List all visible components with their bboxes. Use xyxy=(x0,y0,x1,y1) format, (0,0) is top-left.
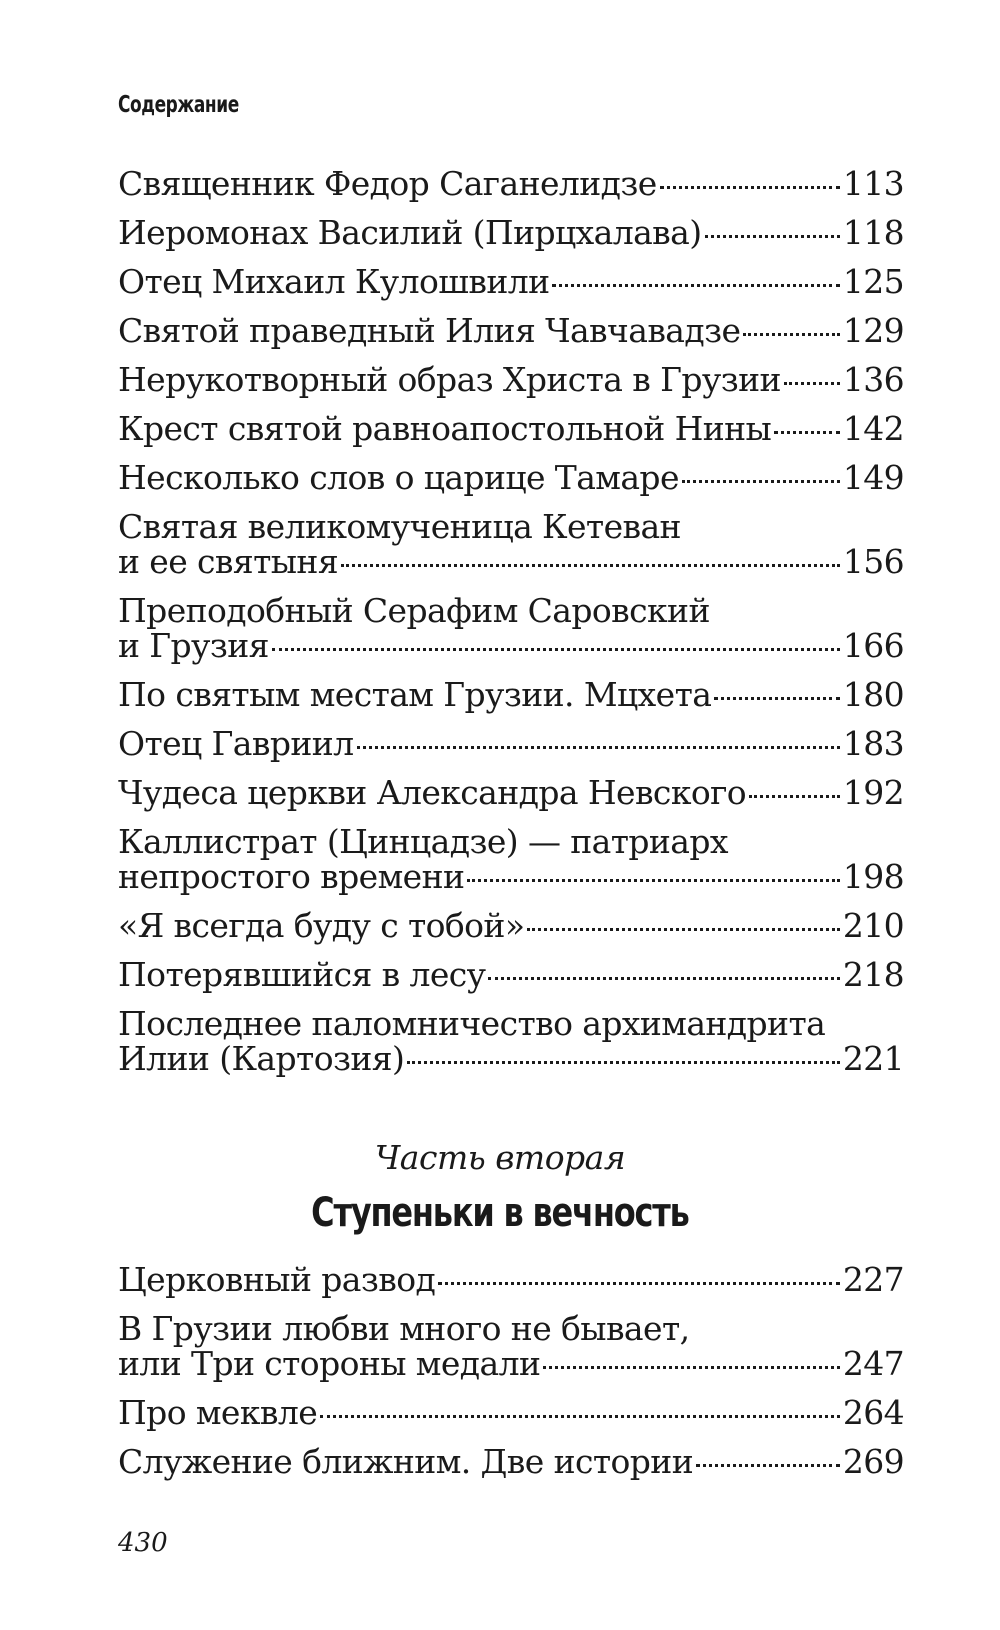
dot-leader xyxy=(357,746,840,749)
toc-entry-page: 210 xyxy=(842,906,904,945)
dot-leader xyxy=(743,333,839,336)
dot-leader xyxy=(272,648,840,651)
toc-entry-row xyxy=(118,908,904,943)
part-title xyxy=(0,1190,1000,1236)
toc-entry-title-line: Преподобный Серафим Саровский xyxy=(118,591,710,630)
toc-entry-title-line: Каллистрат (Цинцадзе) — патриарх xyxy=(118,822,728,861)
toc-entry-page: 129 xyxy=(842,311,904,350)
dot-leader xyxy=(467,879,839,882)
toc-list-part-two xyxy=(118,1262,904,1493)
toc-entry-page: 264 xyxy=(842,1393,904,1432)
dot-leader xyxy=(774,431,840,434)
toc-entry-title: Святой праведный Илия Чавчавадзе xyxy=(118,311,741,350)
toc-entry xyxy=(118,166,904,201)
toc-entry-title-line: Святая великомученица Кетеван xyxy=(118,507,681,546)
toc-entry xyxy=(118,264,904,299)
toc-entry-page: 192 xyxy=(842,773,904,812)
dot-leader xyxy=(749,795,840,798)
dot-leader xyxy=(660,186,840,189)
toc-entry-row xyxy=(118,1041,904,1076)
toc-entry-row xyxy=(118,859,904,894)
dot-leader xyxy=(682,480,840,483)
dot-leader xyxy=(341,564,840,567)
toc-entry-page: 247 xyxy=(842,1344,904,1383)
toc-entry-title: или Три стороны медали xyxy=(118,1344,541,1383)
toc-entry-title-line: В Грузии любви много не бывает, xyxy=(118,1309,690,1348)
toc-entry-row xyxy=(118,166,904,201)
toc-entry-title: Церковный развод xyxy=(118,1260,436,1299)
toc-entry-page: 142 xyxy=(842,409,904,448)
toc-entry-title: Про меквле xyxy=(118,1393,318,1432)
dot-leader xyxy=(784,382,840,385)
toc-entry-page: 218 xyxy=(842,955,904,994)
toc-entry-title: Священник Федор Саганелидзе xyxy=(118,164,657,203)
toc-entry-row xyxy=(118,264,904,299)
toc-entry xyxy=(118,1262,904,1297)
toc-entry-title: Илии (Картозия) xyxy=(118,1039,405,1078)
dot-leader xyxy=(407,1061,840,1064)
toc-entry xyxy=(118,362,904,397)
toc-entry xyxy=(118,509,904,579)
toc-entry xyxy=(118,1444,904,1479)
toc-entry-page: 198 xyxy=(842,857,904,896)
toc-entry xyxy=(118,677,904,712)
toc-entry-page: 221 xyxy=(842,1039,904,1078)
toc-list-part-one xyxy=(118,166,904,1090)
toc-entry-row xyxy=(118,1395,904,1430)
toc-entry-page: 113 xyxy=(842,164,904,203)
toc-entry-title: Несколько слов о царице Тамаре xyxy=(118,458,679,497)
toc-entry-title: и Грузия xyxy=(118,626,269,665)
toc-entry-page: 180 xyxy=(842,675,904,714)
toc-entry-page: 269 xyxy=(842,1442,904,1481)
toc-entry-title-line: Последнее паломничество архимандрита xyxy=(118,1004,826,1043)
toc-entry-row xyxy=(118,313,904,348)
dot-leader xyxy=(488,977,839,980)
toc-entry-row xyxy=(118,1444,904,1479)
toc-entry xyxy=(118,908,904,943)
toc-entry xyxy=(118,460,904,495)
toc-entry xyxy=(118,726,904,761)
toc-entry-row xyxy=(118,957,904,992)
toc-entry-title: и ее святыня xyxy=(118,542,339,581)
dot-leader xyxy=(552,284,839,287)
toc-entry-title: «Я всегда буду с тобой» xyxy=(118,906,525,945)
toc-entry-page: 227 xyxy=(842,1260,904,1299)
dot-leader xyxy=(714,697,840,700)
toc-entry-row xyxy=(118,628,904,663)
toc-entry-page: 166 xyxy=(842,626,904,665)
toc-entry-page: 183 xyxy=(842,724,904,763)
dot-leader xyxy=(705,235,840,238)
toc-entry xyxy=(118,1395,904,1430)
dot-leader xyxy=(438,1282,840,1285)
toc-entry-row xyxy=(118,460,904,495)
toc-entry-page: 156 xyxy=(842,542,904,581)
toc-entry-row xyxy=(118,411,904,446)
toc-entry-row xyxy=(118,544,904,579)
toc-entry-title: Иеромонах Василий (Пирцхалава) xyxy=(118,213,702,252)
toc-entry-row xyxy=(118,215,904,250)
toc-entry-row xyxy=(118,1262,904,1297)
toc-entry-row xyxy=(118,362,904,397)
toc-entry-page: 125 xyxy=(842,262,904,301)
toc-entry xyxy=(118,1006,904,1076)
toc-entry-row xyxy=(118,775,904,810)
page-number: 430 xyxy=(118,1528,168,1558)
part-title-text: Ступеньки в вечность xyxy=(311,1190,689,1236)
dot-leader xyxy=(543,1366,839,1369)
running-head: Содержание xyxy=(118,92,239,118)
toc-entry-title: Чудеса церкви Александра Невского xyxy=(118,773,747,812)
toc-entry xyxy=(118,593,904,663)
dot-leader xyxy=(320,1415,840,1418)
toc-entry xyxy=(118,957,904,992)
toc-entry-title: По святым местам Грузии. Мцхета xyxy=(118,675,712,714)
toc-entry xyxy=(118,824,904,894)
part-label: Часть вторая xyxy=(374,1138,626,1177)
toc-entry-page: 136 xyxy=(842,360,904,399)
toc-entry-title: Нерукотворный образ Христа в Грузии xyxy=(118,360,781,399)
toc-entry-title: Потерявшийся в лесу xyxy=(118,955,486,994)
toc-entry xyxy=(118,215,904,250)
toc-entry-row xyxy=(118,1346,904,1381)
dot-leader xyxy=(696,1464,840,1467)
toc-entry-row xyxy=(118,726,904,761)
toc-entry-title: Отец Гавриил xyxy=(118,724,354,763)
toc-entry-page: 149 xyxy=(842,458,904,497)
toc-entry-page: 118 xyxy=(842,213,904,252)
toc-entry xyxy=(118,775,904,810)
toc-entry-title: Служение ближним. Две истории xyxy=(118,1442,694,1481)
toc-entry xyxy=(118,313,904,348)
toc-entry xyxy=(118,1311,904,1381)
toc-entry-title: Крест святой равноапостольной Нины xyxy=(118,409,772,448)
toc-entry xyxy=(118,411,904,446)
toc-entry-row xyxy=(118,677,904,712)
toc-entry-title: Отец Михаил Кулошвили xyxy=(118,262,550,301)
toc-entry-title: непростого времени xyxy=(118,857,465,896)
dot-leader xyxy=(527,928,839,931)
